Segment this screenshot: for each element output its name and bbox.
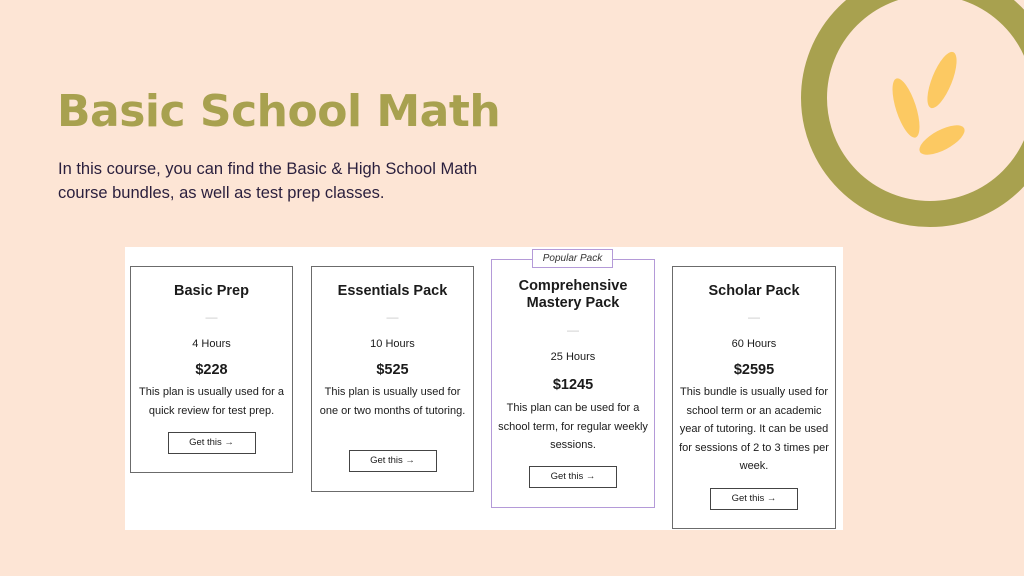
plan-divider: — (205, 310, 218, 324)
get-this-button[interactable]: Get this → (710, 488, 798, 510)
plan-price: $525 (376, 362, 409, 378)
popular-badge: Popular Pack (532, 249, 613, 268)
plan-name: Essentials Pack (337, 283, 448, 299)
plan-divider: — (386, 310, 399, 324)
plan-description: This bundle is usually used for school term or an academic year of tutoring. It can be used for sessions of 2 to 3 times per week. (679, 386, 829, 472)
plan-hours: 10 Hours (370, 338, 415, 350)
get-this-button[interactable]: Get this → (529, 466, 617, 488)
plan-card-scholar-pack (672, 266, 836, 529)
plan-name: Basic Prep (174, 283, 249, 299)
plan-name: Comprehensive Mastery Pack (518, 278, 628, 311)
plan-price: $1245 (552, 377, 594, 393)
plan-divider: — (567, 323, 579, 337)
plan-price: $228 (195, 362, 228, 378)
plan-description: This plan is usually used for one or two months of tutoring. (319, 386, 466, 417)
get-this-button[interactable]: Get this → (168, 432, 256, 454)
plan-card-basic-prep (130, 266, 293, 473)
plan-hours: 25 Hours (550, 351, 596, 363)
leaf-circle-icon (790, 0, 1024, 240)
plan-card-comprehensive-mastery-pack (491, 253, 655, 508)
plan-description: This plan can be used for a school term, for regular weekly sessions. (498, 402, 648, 451)
page-subtitle: In this course, you can find the Basic & High School Math course bundles, as well as test prep classes. (58, 160, 478, 202)
plan-hours: 60 Hours (731, 338, 777, 350)
plan-description: This plan is usually used for a quick review for test prep. (139, 386, 284, 417)
plan-hours: 4 Hours (192, 338, 231, 350)
get-this-button[interactable]: Get this → (349, 450, 437, 472)
plan-name: Scholar Pack (708, 283, 800, 299)
page-title: Basic School Math (57, 86, 501, 137)
plan-card-essentials-pack (311, 266, 474, 492)
plan-price: $2595 (733, 362, 775, 378)
pricing-panel (125, 247, 843, 530)
plan-divider: — (748, 310, 760, 324)
